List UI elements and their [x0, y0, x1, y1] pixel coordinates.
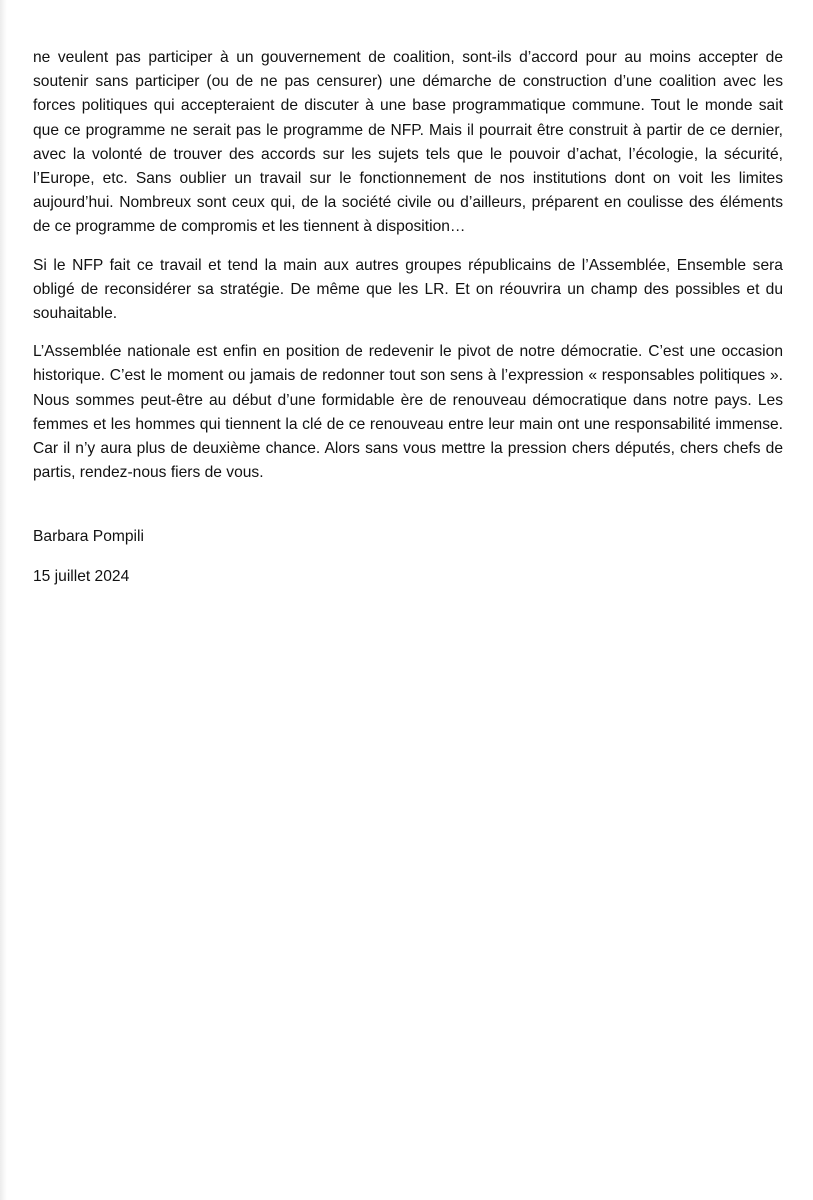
signature: Barbara Pompili — [33, 528, 144, 545]
letter-body — [33, 46, 783, 499]
letter-date: 15 juillet 2024 — [33, 568, 130, 585]
paragraph-coalition: ne veulent pas participer à un gouvernement de coalition, sont-ils d’accord pour au moins accepter de soutenir sans participer (ou de ne pas censurer) une démarche de construction d’une coalition avec les forces politiques qui accepteraient de discuter à une base programmatique commune. Tout le monde sait que ce programme ne serait pas le programme de NFP. Mais il pourrait être construit à partir de ce dernier, avec la volonté de trouver des accords sur les sujets tels que le pouvoir d’achat, l’écologie, la sécurité, l’Europe, etc. Sans oublier un travail sur le fonctionnement de nos institutions dont on voit les limites aujourd’hui. Nombreux sont ceux qui, de la société civile ou d’ailleurs, préparent en coulisse des éléments de ce programme de compromis et les tiennent à disposition… — [33, 49, 783, 236]
paragraph-nfp-strategy: Si le NFP fait ce travail et tend la main aux autres groupes républicains de l’Assemblée, Ensemble sera obligé de reconsidérer sa stratégie. De même que les LR. Et on réouvrira un champ des possibles et du souhaitable. — [33, 256, 783, 323]
paragraph-assemblee: L’Assemblée nationale est enfin en position de redevenir le pivot de notre démocratie. C’est une occasion historique. C’est le moment ou jamais de redonner tout son sens à l’expression « responsables politiques ». Nous sommes peut-être au début d’une formidable ère de renouveau démocratique dans notre pays. Les femmes et les hommes qui tiennent la clé de ce renouveau entre leur main ont une responsabilité immense. Car il n’y aura plus de deuxième chance. Alors sans vous mettre la pression chers députés, chers chefs de partis, rendez-nous fiers de vous. — [33, 343, 783, 482]
page-edge-shadow — [0, 0, 7, 1200]
